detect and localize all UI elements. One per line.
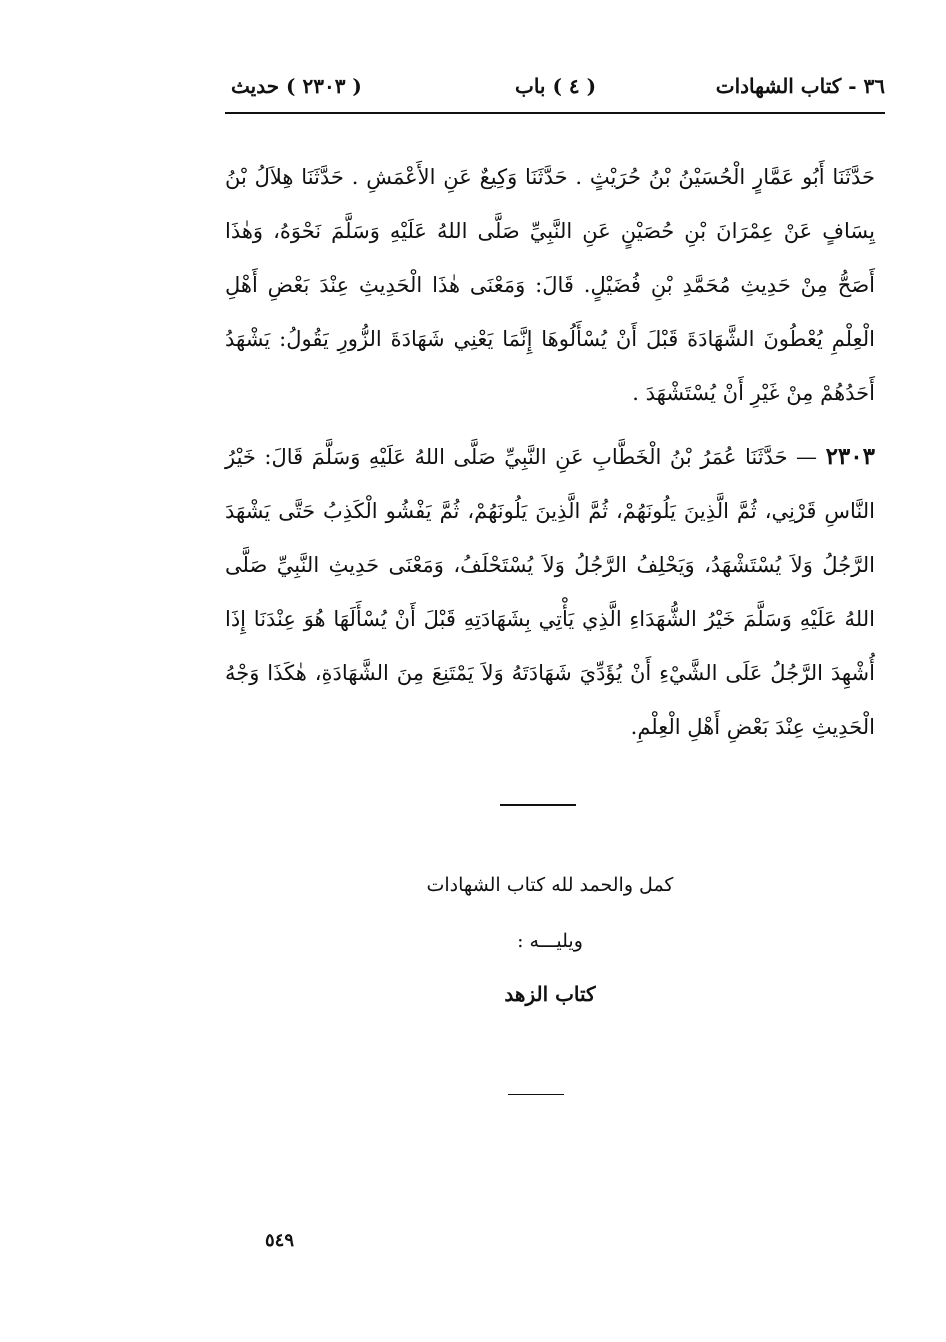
header-rule [225,112,885,114]
header-book-title: ٣٦ - كتاب الشهادات [715,74,885,98]
paragraph-hadith-2303 [225,430,875,754]
colophon-end-of-book: كمل والحمد لله كتاب الشهادات [426,874,674,896]
header-chapter: ( ٤ ) باب [515,74,597,98]
closing-divider [508,1094,564,1095]
paragraph-chain-commentary: حَدَّثَنَا أَبُو عَمَّارٍ الْحُسَيْنُ بْنُ حُرَيْثٍ . حَدَّثَنَا وَكِيعٌ عَنِ الأَعْمَشِ . حَدَّثَنَا هِلاَلُ بْنُ يِسَافٍ عَنْ عِمْرَانَ بْنِ حُصَيْنٍ عَنِ النَّبِيِّ صَلَّى اللهُ عَلَيْهِ وَسَلَّمَ نَحْوَهُ، وَهٰذَا أَصَحُّ مِنْ حَدِيثِ مُحَمَّدِ بْنِ فُضَيْلٍ. قَالَ: وَمَعْنَى هٰذَا الْحَدِيثِ عِنْدَ بَعْضِ أَهْلِ الْعِلْمِ يُعْطُونَ الشَّهَادَةَ قَبْلَ أَنْ يُسْأَلُوهَا إِنَّمَا يَعْنِي شَهَادَةَ الزُّورِ يَقُولُ: يَشْهَدُ أَحَدُهُمْ مِنْ غَيْرِ أَنْ يُسْتَشْهَدَ . [225,165,875,405]
section-divider [500,804,576,806]
colophon-next-book: كتاب الزهد [504,982,596,1006]
hadith-number: ٢٣٠٣ [825,443,875,470]
colophon-followed-by: ويليـــه : [517,930,583,952]
main-text [225,150,875,754]
running-header [225,70,885,110]
hadith-text: — حَدَّثَنَا عُمَرُ بْنُ الْخَطَّابِ عَنِ النَّبِيِّ صَلَّى اللهُ عَلَيْهِ وَسَلَّمَ قَالَ: خَيْرُ النَّاسِ قَرْنِي، ثُمَّ الَّذِينَ يَلُونَهُمْ، ثُمَّ الَّذِينَ يَلُونَهُمْ، ثُمَّ يَفْشُو الْكَذِبُ حَتَّى يَشْهَدَ الرَّجُلُ وَلاَ يُسْتَشْهَدُ، وَيَحْلِفُ الرَّجُلُ وَلاَ يُسْتَحْلَفُ، وَمَعْنَى حَدِيثِ النَّبِيِّ صَلَّى اللهُ عَلَيْهِ وَسَلَّمَ خَيْرُ الشُّهَدَاءِ الَّذِي يَأْتِي بِشَهَادَتِهِ قَبْلَ أَنْ يُسْأَلَهَا هُوَ عِنْدَنَا إِذَا أُشْهِدَ الرَّجُلُ عَلَى الشَّيْءِ أَنْ يُؤَدِّيَ شَهَادَتَهُ وَلاَ يَمْتَنِعَ مِنَ الشَّهَادَةِ، هٰكَذَا وَجْهُ الْحَدِيثِ عِنْدَ بَعْضِ أَهْلِ الْعِلْمِ. [225,445,875,739]
header-hadith-range: ( ٢٣٠٣ ) حديث [231,74,362,98]
page-number: ٥٤٩ [265,1230,295,1251]
